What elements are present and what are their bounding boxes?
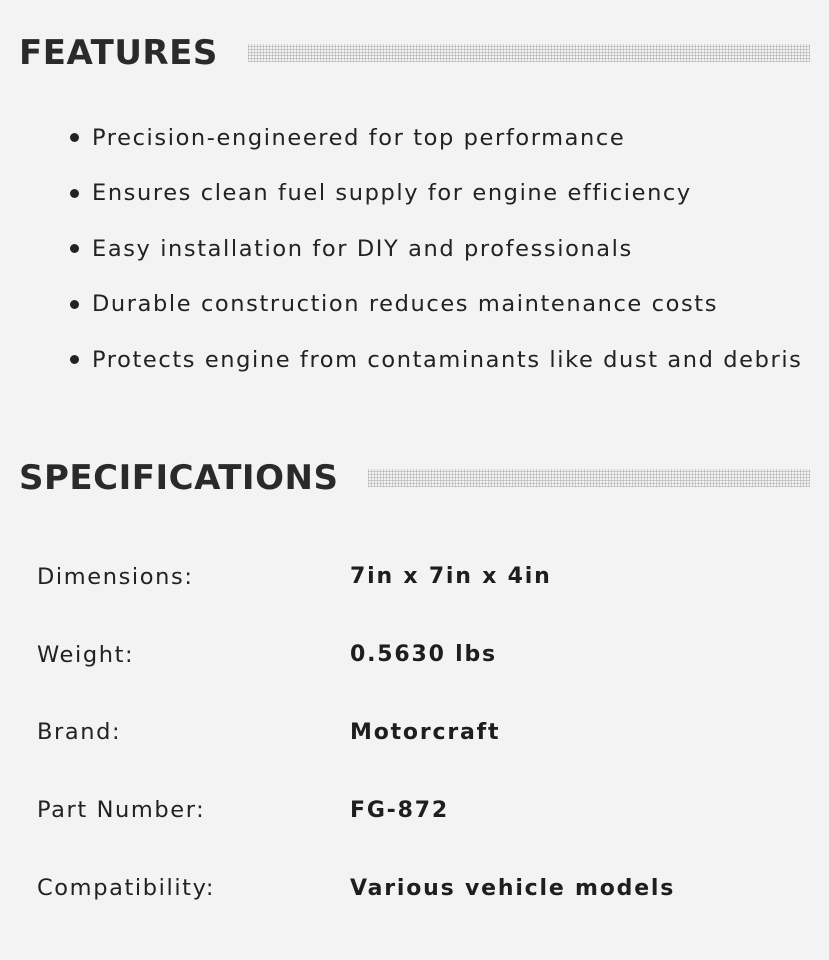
specifications-table	[37, 538, 810, 927]
feature-item	[70, 332, 803, 388]
bullet-icon	[70, 189, 79, 198]
spec-row-brand	[37, 694, 810, 772]
feature-text: Easy installation for DIY and professionals	[92, 235, 633, 262]
feature-item	[70, 277, 803, 333]
specifications-title: SPECIFICATIONS	[19, 458, 339, 498]
spec-row-compatibility	[37, 849, 810, 927]
spec-value: FG-872	[350, 797, 449, 823]
bullet-icon	[70, 244, 79, 253]
spec-label: Dimensions:	[37, 563, 194, 590]
spec-value: Various vehicle models	[350, 875, 676, 901]
features-heading	[19, 33, 810, 73]
feature-item	[70, 221, 803, 277]
spec-row-weight	[37, 616, 810, 694]
bullet-icon	[70, 133, 79, 142]
spec-value: Motorcraft	[350, 719, 501, 745]
spec-value: 0.5630 lbs	[350, 642, 497, 668]
feature-text: Ensures clean fuel supply for engine efficiency	[92, 180, 692, 207]
features-divider	[248, 44, 810, 62]
spec-row-part-number	[37, 771, 810, 849]
spec-value: 7in x 7in x 4in	[350, 564, 552, 590]
spec-label: Brand:	[37, 719, 122, 746]
spec-label: Part Number:	[37, 797, 206, 824]
specifications-heading	[19, 458, 810, 498]
spec-row-dimensions	[37, 538, 810, 616]
feature-text: Durable construction reduces maintenance costs	[92, 291, 719, 318]
feature-item	[70, 166, 803, 222]
spec-label: Compatibility:	[37, 875, 216, 902]
bullet-icon	[70, 300, 79, 309]
spec-label: Weight:	[37, 641, 135, 668]
feature-text: Precision-engineered for top performance	[92, 124, 626, 151]
bullet-icon	[70, 355, 79, 364]
feature-text: Protects engine from contaminants like dust and debris	[92, 346, 803, 373]
feature-item	[70, 110, 803, 166]
features-list	[70, 110, 803, 388]
specifications-divider	[368, 469, 810, 487]
features-title: FEATURES	[19, 33, 218, 73]
